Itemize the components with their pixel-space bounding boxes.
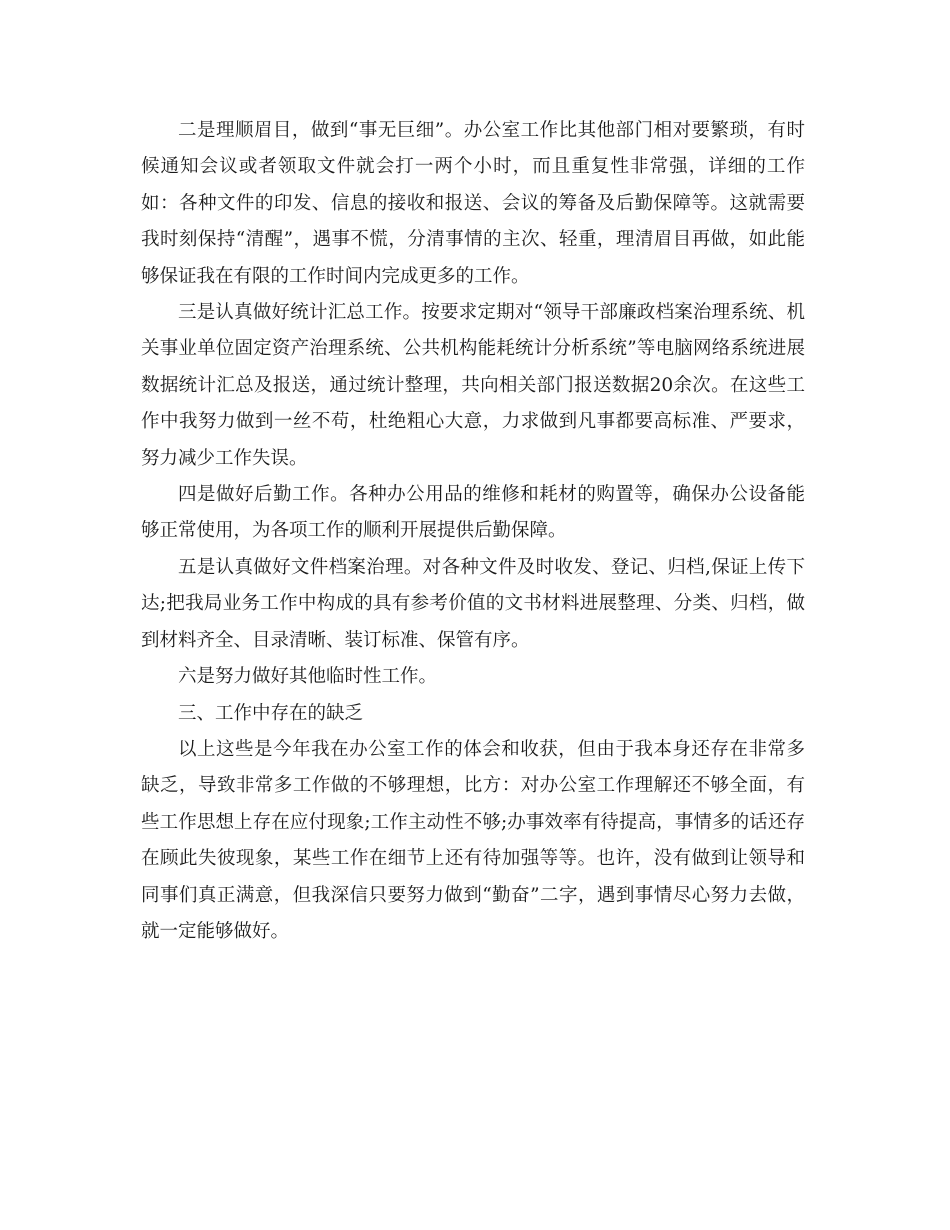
paragraph-shortcomings: 以上这些是今年我在办公室工作的体会和收获，但由于我本身还存在非常多缺乏，导致非常多工作做的不够理想，比方：对办公室工作理解还不够全面，有些工作思想上存在应付现象;工作主动性不够;办事效率有待提高，事情多的话还存在顾此失彼现象，某些工作在细节上还有待加强等等。也许，没有做到让领导和同事们真正满意，但我深信只要努力做到“勤奋”二字，遇到事情尽心努力去做，就一定能够做好。 [141,738,805,942]
paragraph-item-6-temporary: 六是努力做好其他临时性工作。 [178,666,438,688]
paragraph-item-5-archives: 五是认真做好文件档案治理。对各种文件及时收发、登记、归档,保证上传下达;把我局业务工作中构成的具有参考价值的文书材料进展整理、分类、归档，做到材料齐全、目录清晰、装订标准、保管有序。 [141,556,805,651]
section-heading-shortcomings: 三、工作中存在的缺乏 [178,702,364,724]
document-body [141,113,805,950]
paragraph-item-2-organize: 二是理顺眉目，做到“事无巨细”。办公室工作比其他部门相对要繁琐，有时候通知会议或者领取文件就会打一两个小时，而且重复性非常强，详细的工作如：各种文件的印发、信息的接收和报送、会议的筹备及后勤保障等。这就需要我时刻保持“清醒”，遇事不慌，分清事情的主次、轻重，理清眉目再做，如此能够保证我在有限的工作时间内完成更多的工作。 [141,120,805,287]
paragraph-item-4-logistics: 四是做好后勤工作。各种办公用品的维修和耗材的购置等，确保办公设备能够正常使用，为各项工作的顺利开展提供后勤保障。 [141,484,805,542]
paragraph-item-3-statistics: 三是认真做好统计汇总工作。按要求定期对“领导干部廉政档案治理系统、机关事业单位固定资产治理系统、公共机构能耗统计分析系统”等电脑网络系统进展数据统计汇总及报送，通过统计整理，共向相关部门报送数据20余次。在这些工作中我努力做到一丝不苟，杜绝粗心大意，力求做到凡事都要高标准、严要求，努力减少工作失误。 [141,302,805,469]
